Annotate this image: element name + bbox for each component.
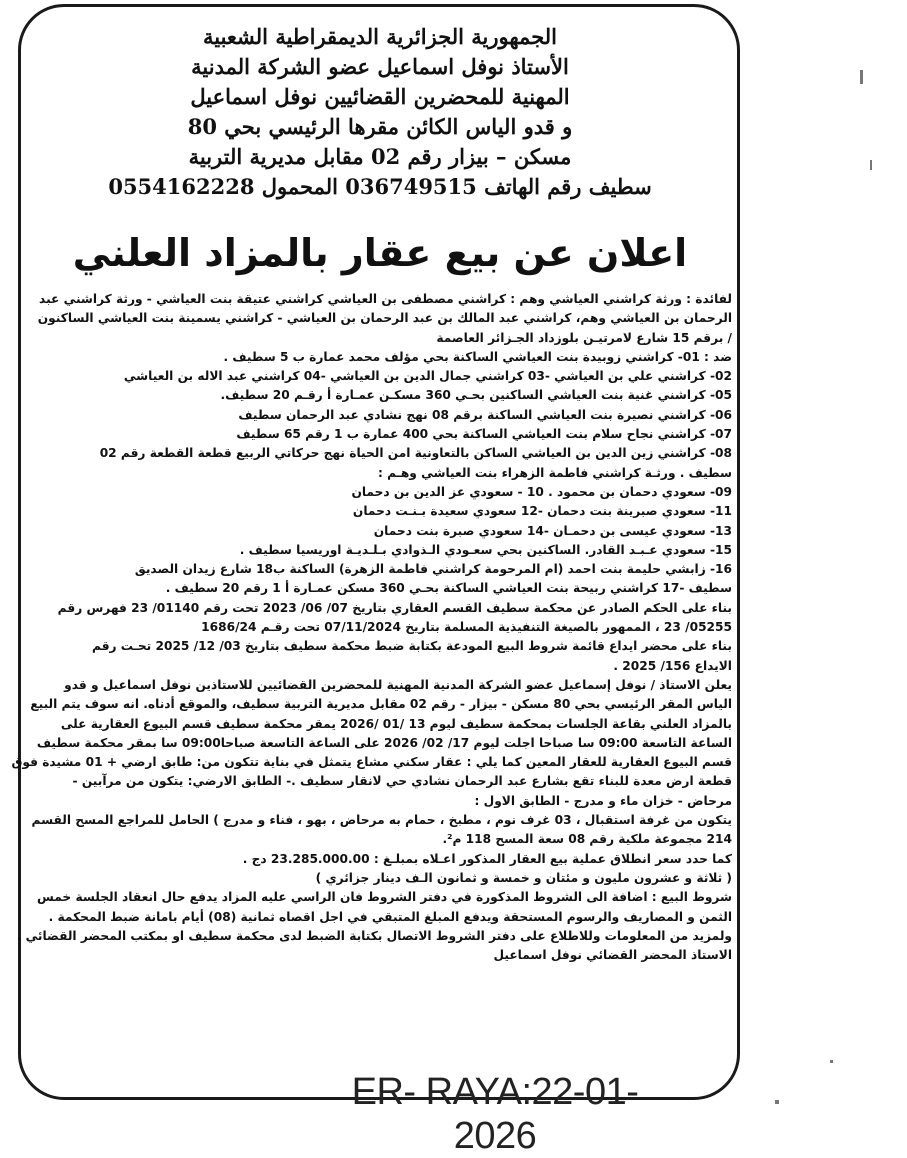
body-line: الرحمان بن العياشي وهم، كراشني عبد المالك بن عبد الرحمان بن العياشي - كراشني يسمينة بنت العياشي الساكنون [37,311,732,326]
body-line: 09- سعودي دحمان بن محمود . 10 - سعودي عز الدين بن دحمان [351,484,732,499]
scan-speck [870,160,872,170]
header-line: الأستاذ نوفل اسماعيل عضو الشركة المدنية [191,54,569,79]
body-line: لفائدة : ورثة كراشني العياشي وهم : كراشني مصطفى بن العياشي كراشني عتيقة بنت العياشي - ورثة كراشني عبد [39,292,732,306]
body-line: 07- كراشني نجاح سلام بنت العياشي الساكنة بحي 400 عمارة ب 1 رقم 65 سطيف [236,427,732,442]
body-line: 11- سعودي صبرينة بنت دحمان -12 سعودي سعيدة بـنـت دحمان [352,504,732,519]
announcement-body [11,290,732,965]
header-line-phone: سطيف رقم الهاتف 036749515 المحمول 0554162228 [108,174,652,199]
announcement-title: اعلان عن بيع عقار بالمزاد العلني [72,231,688,275]
body-line: قطعة ارض معدة للبناء تقع بشارع عبد الرحمان نشادي حي لانقار سطيف .- الطابق الارضي: يتكون من مرآبين - [72,774,732,789]
header-line: مسكن – بيزار رقم 02 مقابل مديرية التربية [188,144,572,169]
body-line: ضد : 01- كراشني زوبيدة بنت العياشي الساكنة بحي مؤلف محمد عمارة ب 5 سطيف . [223,349,732,364]
scan-speck [860,70,863,84]
body-line: / برقم 15 شارع لامرتيـن بلوزداد الجـزائر العاصمة [436,330,732,345]
body-line: 16- زابشي حليمة بنت احمد (ام المرحومة كراشني فاطمة الزهرة) الساكنة ب18 شارع زيدان الصديق [134,562,732,577]
body-line: بالمزاد العلني بقاعة الجلسات بمحكمة سطيف ليوم 13 /01 /2026 يمقر محكمة سطيف قسم البيوع العقارية على [60,716,732,731]
header-line: الجمهورية الجزائرية الديمقراطية الشعبية [202,24,557,49]
body-line: 08- كراشني زين الدين بن العياشي الساكن بالتعاونية امن الحياة نهج حركاتي الربيع قطعة القطعة رقم 02 [99,446,732,461]
body-line: الاستاذ المحضر القضائي نوفل اسماعيل [493,948,732,963]
body-line: الساعة التاسعة 09:00 سا صباحا اجلت ليوم 17/ 02/ 2026 على الساعة التاسعة صباحا09:00 سا بمقر محكمة سطيف [36,735,732,750]
body-line: 214 مجموعة ملكية رقم 08 سعة المسح 118 م². [442,832,732,847]
scan-speck [775,1100,779,1104]
body-line: الثمن و المصاريف والرسوم المستحقة ويدفع المبلغ المتبقي في اجل اقصاه ثمانية (08) أيام بامانة ضبط المحكمة . [48,909,732,924]
body-line: 05- كراشني غنية بنت العياشي الساكنين بحـي 360 مسكـن عمـارة أ رقـم 20 سطيف. [220,388,732,403]
body-line: كما حدد سعر انطلاق عملية بيع العقار المذكور اعـلاه بمبلـغ : 23.285.000.00 دج . [242,851,732,866]
scan-speck [830,1060,833,1063]
body-line: 02- كراشني علي بن العياشي -03 كراشني جمال الدين بن العياشي -04 كراشني عبد الاله بن العياشي [123,369,732,384]
body-line: شروط البيع : اضافة الى الشروط المذكورة في دفتر الشروط فان الراسي عليه المزاد يدفع حال انعقاد الجلسة خمس [37,890,732,905]
body-line: ولمزيد من المعلومات وللاطلاع على دفتر الشروط الاتصال بكتابة الضبط لدى محكمة سطيف او بمكتب المحضر القضائي . [16,928,732,943]
header-line: و قدو الياس الكائن مقرها الرئيسي بحي 80 [187,114,573,139]
body-line: الياس المقر الرئيسي بحي 80 مسكن - بيزار - رقم 02 مقابل مديرية التربية سطيف، والموقع أدناه. انه سوف يتم البيع [30,697,732,712]
body-line: يعلن الاستاذ / نوفل إسماعيل عضو الشركة المدنية المهنية للمحضرين القضائيين للاستاذين نوفل اسماعيل و قدو [64,677,732,692]
body-line: 05255/ 23 ، الممهور بالصيغة التنفيذية المسلمة بتاريخ 07/11/2024 تحت رقـم 1686/24 [201,620,732,635]
body-line: بناء على محضر ايداع قائمة شروط البيع المودعة بكتابة ضبط محكمة سطيف بتاريخ 03/ 12/ 2025 تحـت رقم [92,639,732,654]
body-line: الايداع 156/ 2025 . [613,658,732,673]
newspaper-date-stamp: ER- RAYA:22-01-2026 [351,1071,639,1157]
body-line: يتكون من غرفة استقبال ، 03 غرف نوم ، مطبخ ، حمام به مرحاض ، بهو ، فناء و مدرج ) الحامل للمراجع المسح القسم [31,813,732,828]
body-line: بناء على الحكم الصادر عن محكمة سطيف القسم العقاري بتاريخ 07/ 06/ 2023 تحت رقم 01140/ 23 فهرس رقم [57,600,732,615]
body-line: 15- سعودي عـبـد القادر. الساكنين بحي سعـودي الـذوادي بـلـديـة اوريسيا سطيف . [239,542,732,557]
body-line: 13- سعودي عيسى بن دحمـان -14 سعودي صبرة بنت دحمان [373,523,732,538]
body-line: سطيف . ورثـة كراشني فاطمة الزهراء بنت العياشي وهـم : [378,465,732,480]
body-line: قسم البيوع العقارية للعقار المعين كما يلي : عقار سكني مشاع يتمثل في بناية تتكون من: طابق ارضي + 01 مشيدة فوق [11,755,732,770]
header-block [60,22,700,202]
body-line: مرحاض - خزان ماء و مدرج - الطابق الاول : [474,793,732,808]
header-line: المهنية للمحضرين القضائيين نوفل اسماعيل [190,84,570,109]
body-line: سطيف -17 كراشني ربيحة بنت العياشي الساكنة بحـي 360 مسكن عمـارة أ 1 رقم 20 سطيف . [165,581,732,596]
body-line: ( ثلاثة و عشرون مليون و مئتان و خمسة و ثمانون الـف دينار جزائري ) [315,870,732,885]
body-line: 06- كراشني نصيرة بنت العياشي الساكنة برقم 08 نهج نشادي عبد الرحمان سطيف [238,407,732,422]
